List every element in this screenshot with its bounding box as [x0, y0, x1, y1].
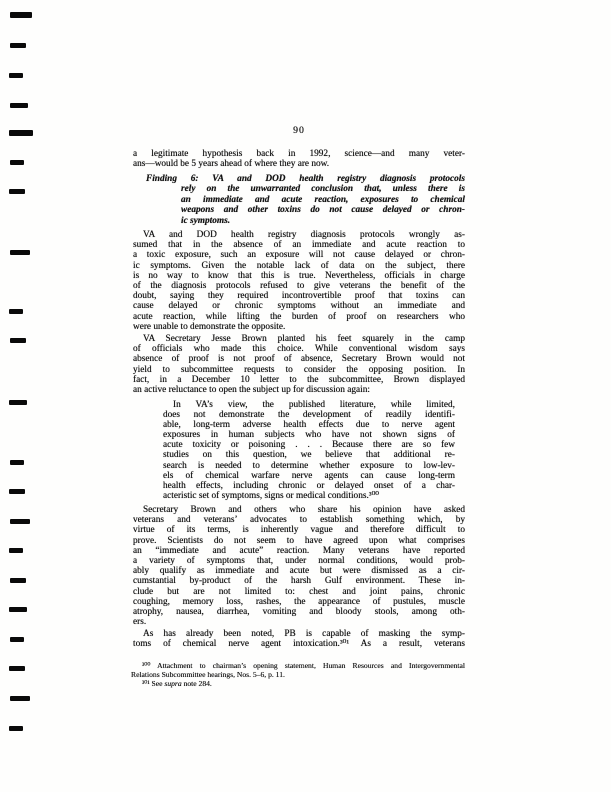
text-line: an active reluctance to open the subject up for discussion again: [133, 384, 370, 395]
scan-mark [9, 607, 27, 612]
text-line: virtue of its terms, is inherently vague and therefore difficult to [133, 525, 465, 536]
text-line: were unable to demonstrate the opposite. [133, 321, 286, 332]
text-line: health effects, including chronic or delayed onset of a char- [163, 480, 455, 491]
text-line: veterans and veterans’ advocates to establish something which, by [133, 515, 465, 526]
scan-mark [10, 160, 24, 165]
text-line: able, long-term adverse health effects due to nerve agent [163, 420, 455, 431]
scan-mark [10, 12, 32, 18]
text-line: studies on this question, we believe that additional re- [163, 450, 455, 461]
text-line: a toxic exposure, such an exposure will not cause delayed or chron- [133, 250, 465, 261]
text-line: ic symptoms. Given the notable lack of data on the subject, there [133, 260, 465, 271]
text-line: ers. [133, 617, 147, 628]
text-line: cumstantial by-product of the harsh Gulf environment. These in- [133, 576, 465, 587]
scan-mark [9, 726, 23, 731]
text-line: absence of proof is not proof of absence, Secretary Brown would not [133, 354, 465, 365]
scan-mark [10, 43, 26, 48]
text-line: doubt, saying they required incontrovertible proof that toxins can [133, 291, 465, 302]
scan-mark [9, 189, 25, 194]
text-line: atrophy, nausea, diarrhea, vomiting and bloody stools, among oth- [133, 606, 465, 617]
text-line: an immediate and acute reaction, exposures to chemical [181, 194, 465, 205]
text-line: toms of chemical nerve agent intoxication.³⁰¹ As a result, veterans [133, 639, 465, 650]
scan-mark [9, 73, 23, 78]
finding-6-heading [133, 174, 465, 226]
text-line: of officials who made this choice. While conventional wisdom says [133, 344, 465, 355]
text-line: rely on the unwarranted conclusion that, unless there is [181, 184, 465, 195]
scan-mark [9, 548, 23, 553]
blockquote-va-letter [163, 400, 455, 501]
text-line: a legitimate hypothesis back in 1992, science—and many veter- [133, 149, 465, 159]
page-number: 90 [293, 125, 305, 136]
text-line: an “immediate and acute” reaction. Many veterans have reported [133, 545, 465, 556]
text-line: VA Secretary Jesse Brown planted his feet squarely in the camp [143, 334, 465, 344]
footnote-300-line2: Relations Subcommittee hearings, Nos. 5–6, p. 11. [131, 670, 285, 679]
scan-mark [10, 250, 30, 255]
text-line: sumed that in the absence of an immediate and acute reaction to [133, 240, 465, 251]
text-line: search is needed to determine whether exposure to low-lev- [163, 460, 455, 471]
text-line: cause delayed or chronic symptoms without an immediate and [133, 301, 465, 312]
scan-mark [9, 489, 25, 494]
text-line: In VA’s view, the published literature, while limited, [173, 400, 455, 410]
text-line: is no way to know that this is true. Nevertheless, officials in charge [133, 270, 465, 281]
text-line: a variety of symptoms that, under normal conditions, would prob- [133, 555, 465, 566]
text-line: acute reaction, while lifting the burden of proof on researchers who [133, 311, 465, 322]
scan-mark [10, 103, 28, 108]
text-line: ans—would be 5 years ahead of where they are now. [133, 159, 330, 170]
footnote-301-marker: ³⁰¹ See [142, 679, 165, 688]
footnote-301 [131, 679, 465, 688]
text-line: yield to subcommittee requests to consider the opposing position. In [133, 364, 465, 375]
text-line: does not demonstrate the development of readily identifi- [163, 410, 455, 421]
footnote-301-supra: supra [164, 679, 182, 688]
text-line: fact, in a December 10 letter to the subcommittee, Brown displayed [133, 374, 465, 385]
paragraph-intro [133, 149, 465, 169]
text-line: acute toxicity or poisoning . . . Because there are so few [163, 440, 455, 451]
text-line: ably qualify as immediate and acute but were dismissed as a cir- [133, 566, 465, 577]
text-line: acteristic set of symptoms, signs or medical conditions.³⁰⁰ [163, 490, 380, 501]
text-line: VA and DOD health registry diagnosis protocols wrongly as- [143, 230, 465, 240]
text-line: exposures in human subjects who have not shown signs of [163, 430, 455, 441]
text-line: prove. Scientists do not seem to have agreed upon what comprises [133, 535, 465, 546]
scan-mark [10, 338, 26, 343]
scan-mark [10, 637, 24, 642]
scan-mark [9, 309, 23, 314]
text-line: els of chemical warfare nerve agents can cause long-term [163, 470, 455, 481]
text-line: of the diagnosis protocols refused to give veterans the benefit of the [133, 280, 465, 291]
text-line: clude but are not limited to: chest and joint pains, chronic [133, 586, 465, 597]
scan-mark [10, 519, 30, 524]
text-line: ic symptoms. [181, 215, 231, 226]
scan-mark [9, 400, 27, 405]
text-line: Secretary Brown and others who share his opinion have asked [143, 505, 465, 515]
footnotes [131, 661, 465, 688]
footnote-301-rest: note 284. [181, 679, 212, 688]
paragraph-secretary [133, 505, 465, 627]
text-line: weapons and other toxins do not cause delayed or chron- [181, 205, 465, 216]
text-line: As has already been noted, PB is capable of masking the symp- [143, 629, 465, 639]
scan-mark [10, 578, 26, 583]
footnote-300-line1: ³⁰⁰ Attachment to chairman’s opening statement, Human Resources and Intergovernmental [142, 661, 465, 670]
scan-mark [9, 130, 33, 136]
paragraph-brown [133, 334, 465, 395]
text-line: coughing, memory loss, rashes, the appearance of pustules, muscle [133, 596, 465, 607]
scan-mark [10, 696, 30, 701]
paragraph-registry [133, 230, 465, 332]
paragraph-pb [133, 629, 465, 649]
scan-mark [10, 460, 24, 465]
text-line: Finding 6: VA and DOD health registry diagnosis protocols [146, 174, 465, 184]
scan-mark [9, 666, 25, 671]
